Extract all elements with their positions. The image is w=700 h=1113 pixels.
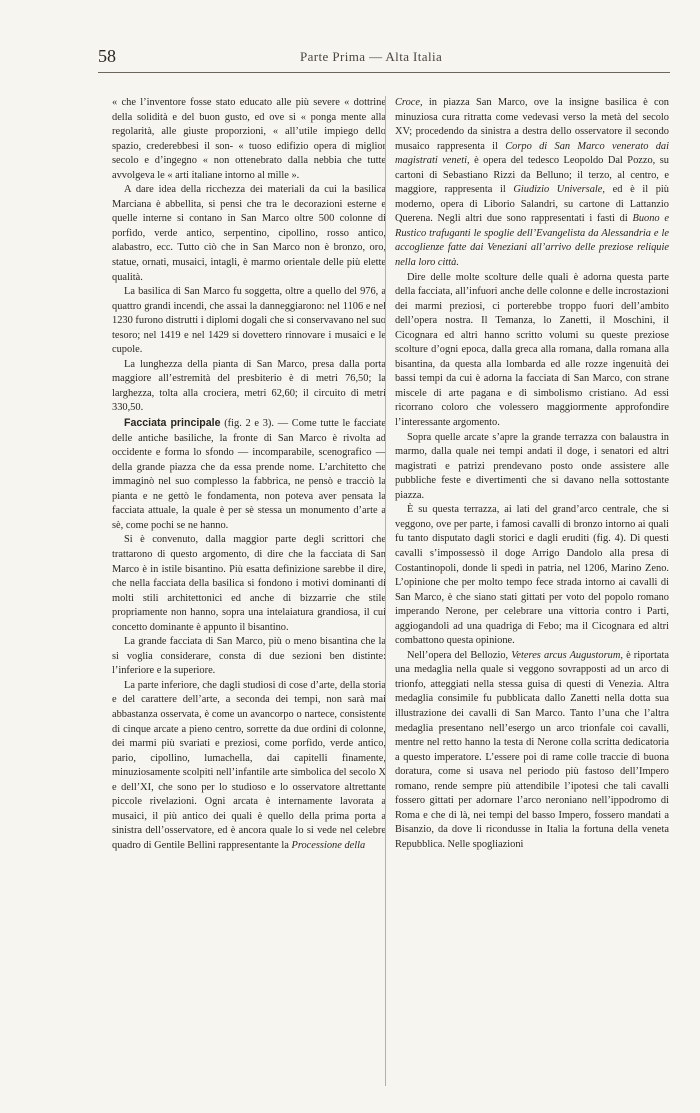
- italic-title: Corpo di San Marco venerato dai magistrati veneti,: [395, 140, 669, 167]
- running-title: Parte Prima — Alta Italia: [300, 49, 443, 64]
- italic-title: Processione della: [291, 839, 366, 851]
- paragraph-text: (fig. 2 e 3). — Come tutte le facciate delle antiche basiliche, la fronte di San Marco è rivolta ad occidente e forma lo sfondo — incomparabile, scenografico — della grande piazza che da essa prende nome. L’architetto che immaginò nel suo complesso la fabbrica, ne pensò e tracciò la pianta e ne gettò le fondamenta, non poteva aver pensata la facciata attuale, la quale è per sè stessa un monumento d’arte a sè, come pochi se ne hanno.: [112, 418, 386, 531]
- paragraph: La lunghezza della pianta di San Marco, presa dalla porta maggiore all’estremità del presbiterio è di metri 76,50; la larghezza, tolta alla crociera, metri 62,60; il circuito di metri 330,50.: [112, 358, 386, 414]
- page-header: [0, 46, 700, 70]
- paragraph: Si è convenuto, dalla maggior parte degli scrittori che trattarono di questo argomento, di dire che la facciata di San Marco è in istile bisantino. Più esatta definizione sarebbe il dire, che nella facciata della basilica si fondono i motivi dominanti di molti stili architettonici ed anche di bizzarrie che stile propriamente non hanno, sopra una intelaiatura grandiosa, il cui concetto dominante è appunto il bisantino.: [112, 534, 386, 633]
- paragraph: La grande facciata di San Marco, più o meno bisantina che la si voglia considerare, consta di due sezioni ben distinte: l’inferiore e la superiore.: [112, 636, 386, 677]
- paragraph: Dire delle molte scolture delle quali è adorna questa parte della facciata, all’infuori anche delle colonne e delle incrostazioni dei marmi preziosi, ci porterebbe troppo fuori dell’ambito dell’opera nostra. Il Temanza, lo Zanetti, il Moschini, il Cicognara ed altri hanno scritto volumi su queste preziose scolture d’ogni epoca, dalla greca alla romana, dalla romana alla bisantina, da questa alla lombarda ed alle rozze ingenuità dei bassi tempi da cui è adorna la facciata di San Marco, con strane miscele di arte pagana e di simbolismo cristiano. Ad essi ricorrano coloro che volessero maggiormente approfondire l’interessante argomento.: [395, 271, 669, 429]
- paragraph: È su questa terrazza, ai lati del grand’arco centrale, che si veggono, ove per parte, i famosi cavalli di bronzo intorno ai quali fu tanto disputato dagli storici e dagli eruditi (fig. 4). Di questi cavalli s’impossessò il doge Arrigo Dandolo alla presa di Costantinopoli, donde li spedì in patria, nel 1206, Marino Zeno. L’opinione che per molto tempo fece strada intorno ai cavalli di San Marco, è che siano stati gittati per voto del popolo romano imperando Nerone, per celebrare una vittoria contro i Parti, aggiogandoli ad una quadriga di Febo; ma il Cicognara ed altri combattono questa opinione.: [395, 504, 669, 647]
- paragraph-text: Nell’opera del Bellozio,: [407, 649, 512, 661]
- paragraph-text: La parte inferiore, che dagli studiosi di cose d’arte, della storia e del carattere dell’arte, a seconda dei tempi, non sarà mai abbastanza osservata, è come un avancorpo o nartece, consistente di cinque arcate a pieno centro, sorrette da due ordini di colonne, dei marmi più svariati e preziosi, come porfido, verde antico, pario, cipollino, lumachella, dai capitelli finamente, minuziosamente scolpiti nell’infantile arte simbolica del secolo X e dell’XI, che sono per lo studioso e lo osservatore altrettante piccole rivelazioni. Ogni arcata è internamente lavorata a musaici, il più antico dei quali è quello della prima porta a sinistra dell’osservatore, ed è ancora quale lo si vede nel celebre quadro di Gentile Bellini rappresentante la: [112, 679, 386, 851]
- paragraph: Sopra quelle arcate s’apre la grande terrazza con balaustra in marmo, dalla quale nei tempi andati il doge, i senatori ed altri magistrati e patrizi prendevano posto onde assistere alle pubbliche feste e divertimenti che si davano nella sottostante piazza.: [395, 431, 669, 501]
- italic-title: Veteres arcus Augustorum,: [511, 649, 623, 661]
- italic-title: Croce,: [395, 97, 423, 108]
- left-column: [112, 96, 386, 853]
- page-number: 58: [98, 46, 116, 66]
- paragraph: « che l’inventore fosse stato educato alle più severe « dottrine della solidità e del buon gusto, ed ove si « ponga mente alla regolarità, alle giuste proporzioni, « all’utile impiego dello spazio, crederebbesi il son- « tuoso edifizio opera di miglior secolo e d’ingegno « non ottenebrato dalla nebbia che tutte avvolgeva le « arti italiane intorno al mille ».: [112, 97, 386, 181]
- paragraph-text: è opera del tedesco Leopoldo Dal Pozzo, su cartoni di Sebastiano Rizzi da Belluno; il terzo, al centro, e maggiore, rappresenta il: [395, 155, 669, 196]
- right-column: [395, 96, 669, 852]
- section-heading: Facciata principale: [124, 417, 221, 430]
- paragraph: [395, 649, 669, 853]
- paragraph-text: ed è il più moderno, opera di Liborio Salandri, su cartone di Lattanzio Querena. Negli altri due sono rappresentati i fasti di: [395, 184, 669, 225]
- header-rule: [98, 72, 670, 73]
- paragraph: [395, 96, 669, 271]
- paragraph-text: in piazza San Marco, ove la insigne basilica è con minuziosa cura ritratta come vedevasi verso la metà del secolo XV; procedendo da sinistra a destra dello osservatore il secondo musaico rappresenta il: [395, 97, 669, 152]
- paragraph: La basilica di San Marco fu soggetta, oltre a quello del 976, a quattro grandi incendi, che assai la danneggiarono: nel 1106 e nel 1230 furono distrutti i diplomi dogali che si conservavano nel suo tesoro; nel 1419 e nel 1429 si dovettero rinnovare i musaici e le cupole.: [112, 286, 386, 356]
- paragraph: A dare idea della ricchezza dei materiali da cui la basilica Marciana è abbellita, si pensi che tra le decorazioni esterne e quelle interne si contano in San Marco oltre 500 colonne di porfido, verde antico, serpentino, cipollino, rosso antico, alabastro, ecc. Tutto ciò che in San Marco non è bronzo, oro, statue, ornati, musaici, intagli, è marmo orientale delle più elette qualità.: [112, 184, 386, 283]
- italic-title: Giudizio Universale,: [513, 184, 606, 196]
- column-divider: [385, 96, 386, 1086]
- paragraph-text: è riportata una medaglia nella quale si veggono sovrapposti ad un arco di trionfo, atteggiati nella stessa guisa di questi di Venezia. Altra medaglia consimile fu pubblicata dallo Zanetti nella dotta sua illustrazione dei cavalli di San Marco. Tanto l’una che l’altra medaglia presentano nell’esergo un arco trionfale coi cavalli, mentre nel retto hanno la testa di Nerone colla scritta dedicatoria a questo imperatore. L’essere poi di rame colle traccie di buona doratura, come si usava nel periodo più fastoso dell’Impero romano, rende sempre più attendibile l’ipotesi che tali cavalli fossero gittati per adornare l’arco neroniano nell’ippodromo di Roma e che di là, nei tempi del basso Impero, fossero mandati a Bisanzio, da dove li ricondusse in Italia la fortuna della veneta Repubblica. Nelle spogliazioni: [395, 649, 669, 850]
- italic-title: Buono e Rustico trafuganti le spoglie dell’Evangelista da Alessandria e le accoglienze fatte dai Veneziani all’arrivo delle preziose reliquie nella loro città.: [395, 213, 669, 269]
- paragraph: [112, 679, 386, 854]
- paragraph: [112, 416, 386, 533]
